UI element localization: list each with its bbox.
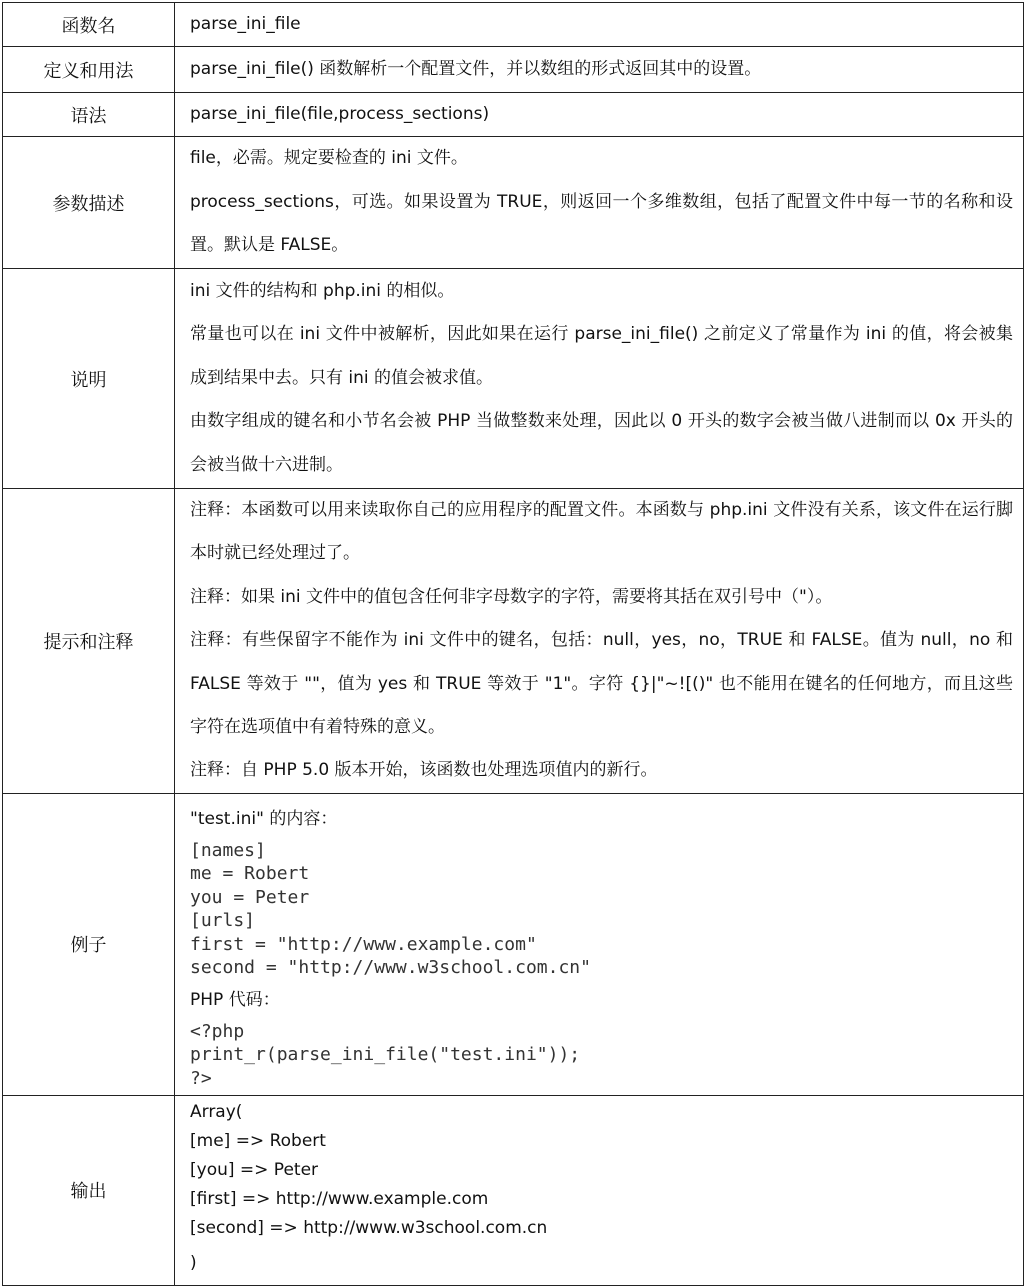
row-notes [3,489,1024,794]
param-process-sections: process_sections，可选。如果设置为 TRUE，则返回一个多维数组，包括了配置文件中每一节的名称和设置。默认是 FALSE。 [190,191,1013,256]
row-definition [3,47,1024,93]
output-line: [first] => http://www.example.com [190,1188,489,1209]
output-line: ) [190,1252,197,1273]
note-paragraph-3: 注释：有些保留字不能作为 ini 文件中的键名，包括：null，yes，no，TRUE 和 FALSE。值为 null，no 和 FALSE 等效于 ""，值为 yes 和 TRUE 等效于 "1"。字符 {}|"~![()" 也不能用在键名的任何地方，而且这些字符在选项值中有着特殊的意义。 [190,630,1013,738]
value-params [175,137,1024,269]
label-example: 例子 [3,793,175,1095]
value-function-name [175,3,1024,47]
php-code-block: <?php print_r(parse_ini_file("test.ini")); ?> [190,1020,581,1089]
output-line: [second] => http://www.w3school.com.cn [190,1217,548,1238]
label-output: 输出 [3,1095,175,1285]
explain-paragraph-3: 由数字组成的键名和小节名会被 PHP 当做整数来处理，因此以 0 开头的数字会被当做八进制而以 0x 开头的会被当做十六进制。 [190,411,1013,475]
syntax-text: parse_ini_file(file,process_sections) [190,104,490,124]
definition-text: parse_ini_file() 函数解析一个配置文件，并以数组的形式返回其中的设置。 [190,59,762,79]
row-explain [3,269,1024,489]
output-line: [you] => Peter [190,1159,319,1180]
row-example [3,793,1024,1095]
ini-code-block: [names] me = Robert you = Peter [urls] first = "http://www.example.com" second = "http://www.w3school.com.cn" [190,839,591,979]
note-paragraph-2: 注释：如果 ini 文件中的值包含任何非字母数字的字符，需要将其括在双引号中（"）。 [190,586,833,607]
row-params [3,137,1024,269]
value-example [175,793,1024,1095]
value-notes [175,489,1024,794]
label-params: 参数描述 [3,137,175,269]
param-file: file，必需。规定要检查的 ini 文件。 [190,148,468,169]
function-reference-table [2,2,1024,1286]
value-output [175,1095,1024,1285]
function-name-text: parse_ini_file [190,14,301,34]
note-paragraph-1: 注释：本函数可以用来读取你自己的应用程序的配置文件。本函数与 php.ini 文件没有关系，该文件在运行脚本时就已经处理过了。 [190,500,1013,564]
explain-paragraph-2: 常量也可以在 ini 文件中被解析，因此如果在运行 parse_ini_file() 之前定义了常量作为 ini 的值，将会被集成到结果中去。只有 ini 的值会被求值。 [190,324,1013,388]
output-line: Array( [190,1101,243,1122]
value-explain [175,269,1024,489]
row-function-name [3,3,1024,47]
value-syntax [175,93,1024,137]
label-notes: 提示和注释 [3,489,175,794]
label-definition: 定义和用法 [3,47,175,93]
output-line: [me] => Robert [190,1130,326,1151]
explain-paragraph-1: ini 文件的结构和 php.ini 的相似。 [190,280,455,301]
note-paragraph-4: 注释：自 PHP 5.0 版本开始，该函数也处理选项值内的新行。 [190,760,658,781]
row-syntax [3,93,1024,137]
ini-caption: "test.ini" 的内容： [190,808,338,829]
label-function-name: 函数名 [3,3,175,47]
label-explain: 说明 [3,269,175,489]
value-definition [175,47,1024,93]
row-output [3,1095,1024,1285]
php-caption: PHP 代码： [190,989,280,1010]
label-syntax: 语法 [3,93,175,137]
